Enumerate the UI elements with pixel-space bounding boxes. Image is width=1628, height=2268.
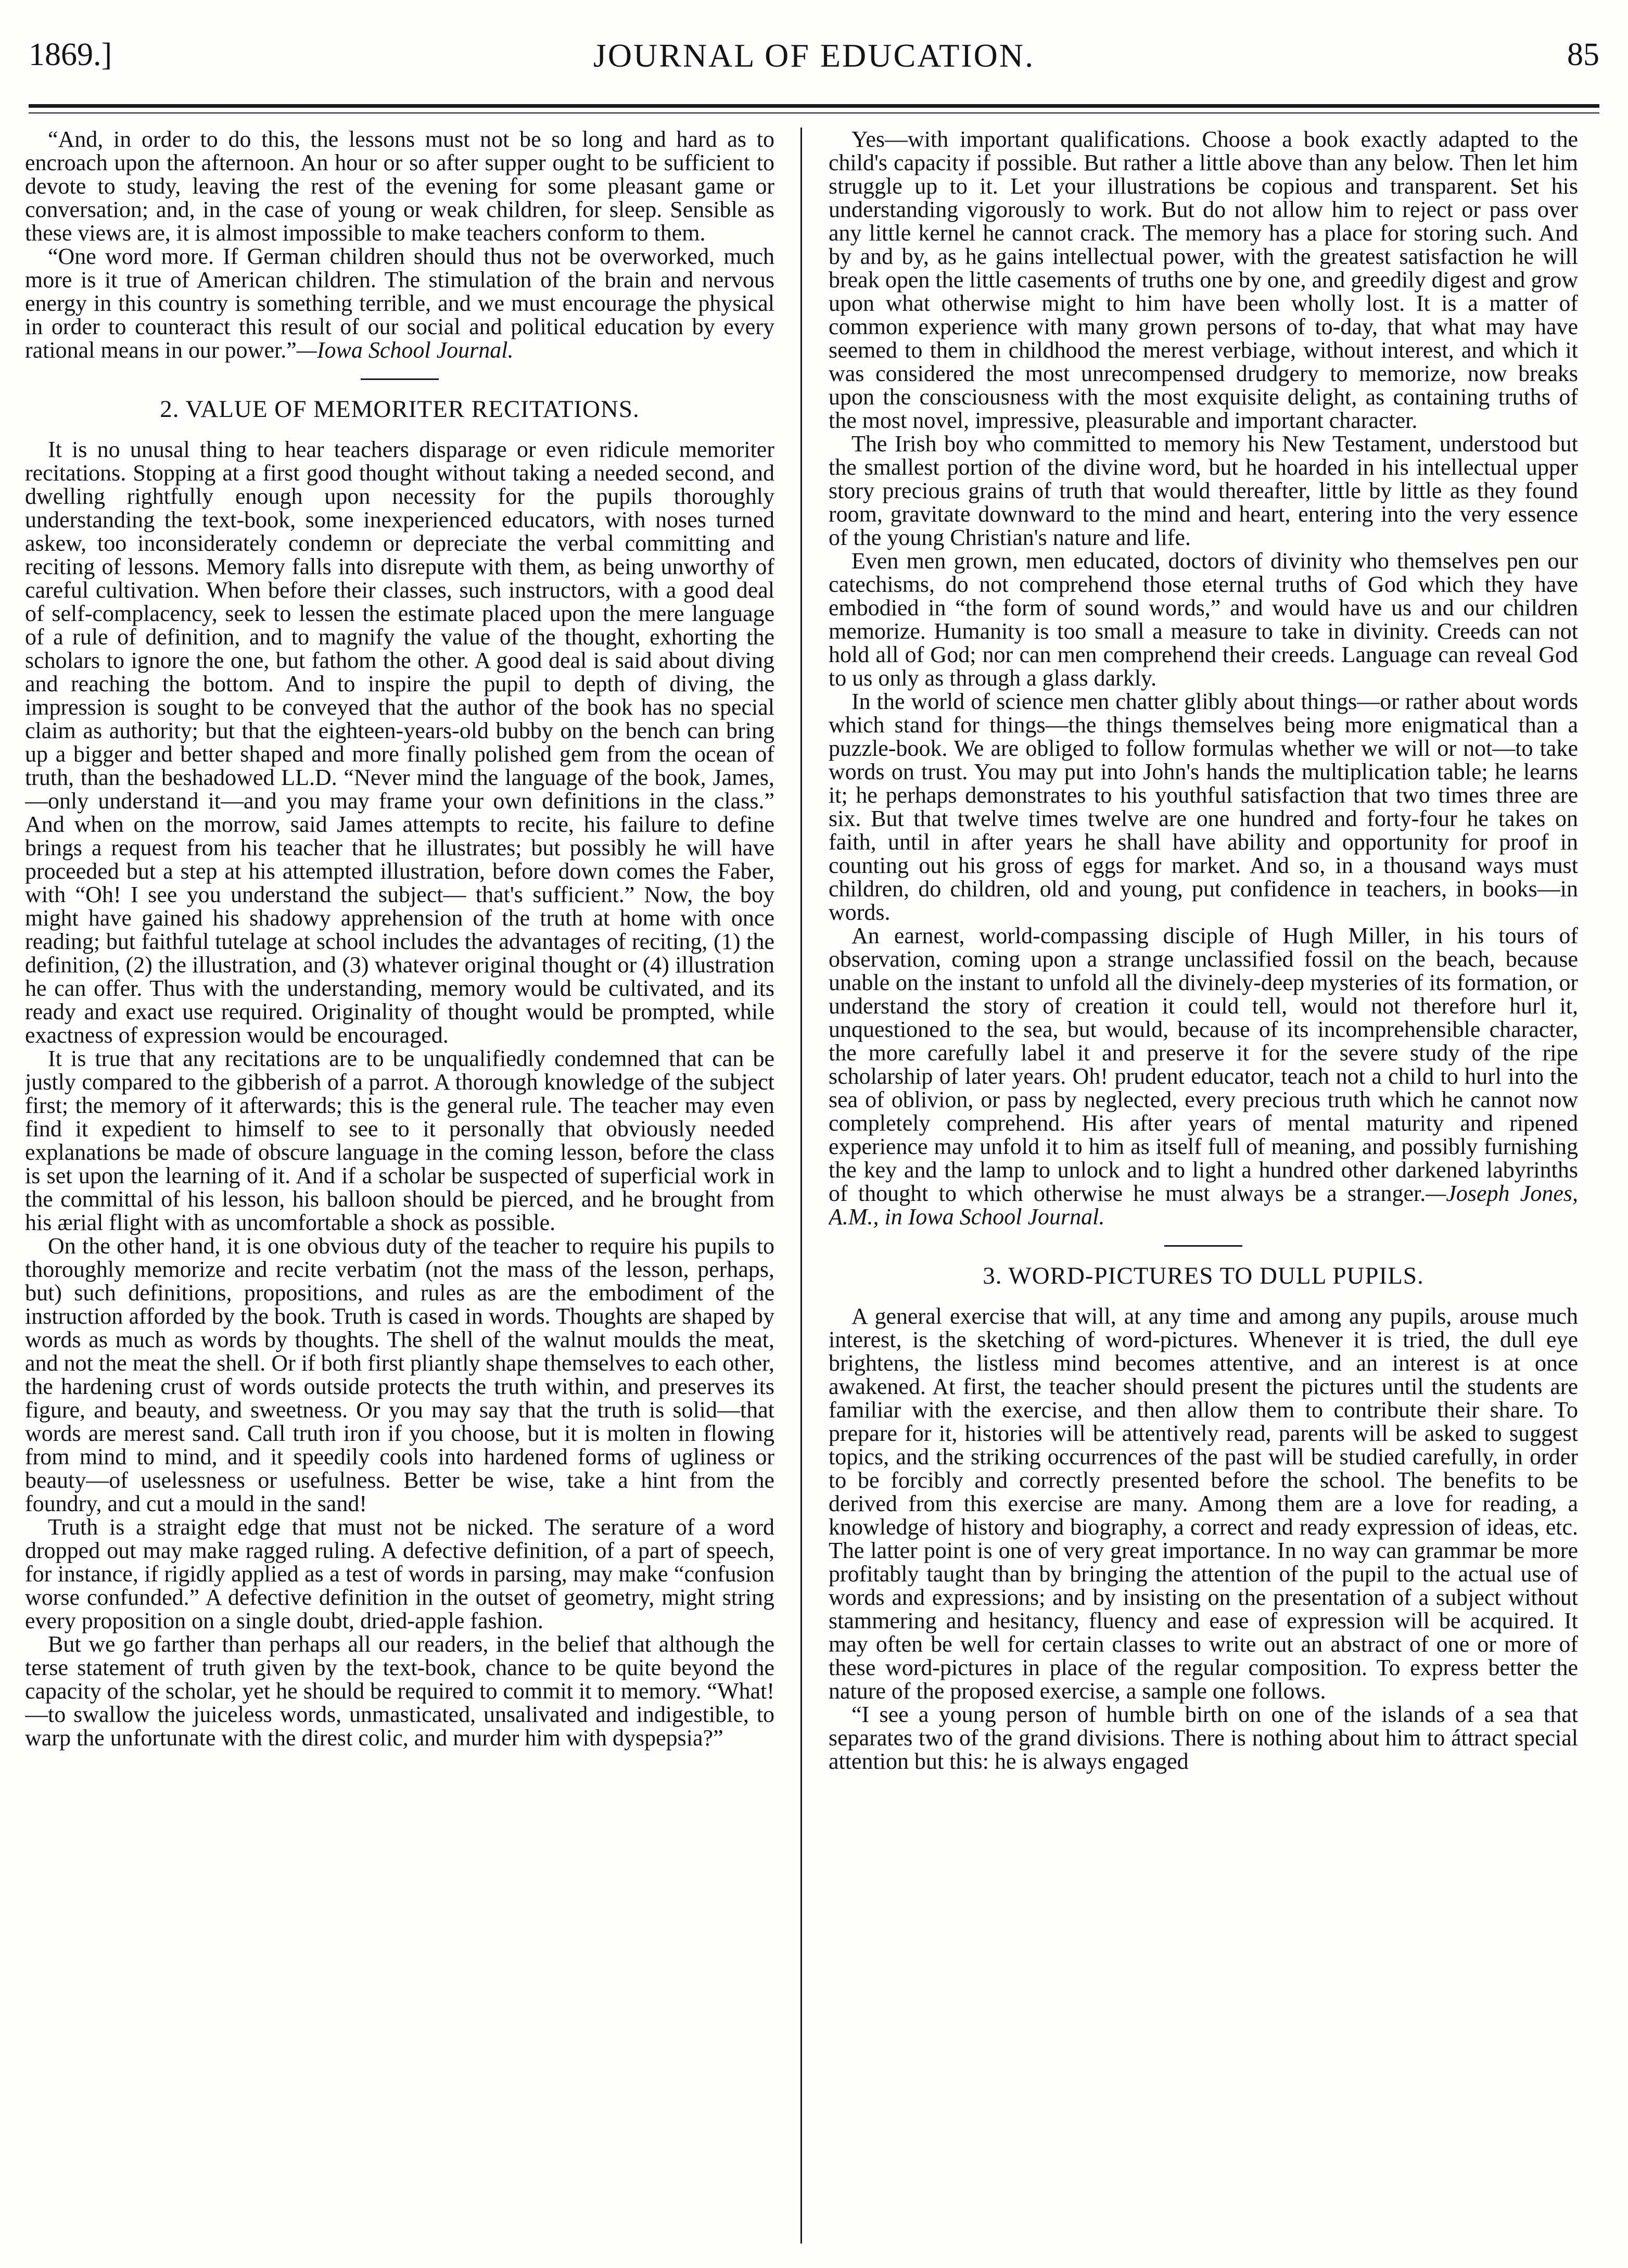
article-paragraph: “And, in order to do this, the lessons must not be so long and hard as to encroach upon the afternoon. An hour or so after supper ought to be sufficient to devote to study, leaving the rest of the evening for some pleasant game or conversation; and, in the case of young or weak children, for sleep. Sensible as these views are, it is almost impossible to make teachers conform to them. (25, 128, 774, 246)
article-paragraph: Yes—with important qualifications. Choose a book exactly adapted to the child's capacity if possible. But rather a little above than any below. Then let him struggle up to it. Let your illustrations be copious and transparent. Set his understanding vigorously to work. But do not allow him to reject or pass over any little kernel he cannot crack. The memory has a place for storing such. And by and by, as he gains intellectual power, with the greatest satisfaction he will break open the little casements of truths one by one, and greedily digest and grow upon what otherwise might to him have been wholly lost. It is a matter of common experience with many grown persons of to-day, that what may have seemed to them in childhood the merest verbiage, without interest, and which it was considered the most unrecompensed drudgery to memorize, now breaks upon the consciousness with the most exquisite delight, as containing truths of the most novel, impressive, pleasurable and important character. (829, 128, 1578, 433)
left-column (25, 128, 774, 2241)
article-paragraph (829, 924, 1578, 1228)
running-head (29, 36, 1599, 94)
article-paragraph: The Irish boy who committed to memory his New Testament, understood but the smallest portion of the divine word, but he hoarded in his intellectual upper story precious grains of truth that would thereafter, little by little as they found room, gravitate downward to the mind and heart, entering into the very essence of the young Christian's nature and life. (829, 431, 1578, 550)
journal-title: JOURNAL OF EDUCATION. (593, 37, 1035, 74)
article-paragraph: Truth is a straight edge that must not be nicked. The serature of a word dropped out may make ragged ruling. A defective definition, of a part of speech, for instance, if rigidly applied as a test of words in parsing, may make “confusion worse confunded.” A defective definition in the outset of geometry, might string every proposition on a single doubt, dried-apple fashion. (25, 1514, 774, 1633)
page-number: 85 (1567, 37, 1599, 72)
article-paragraph-text: “One word more. If German children should thus not be overworked, much more is it true of American children. The stimulation of the brain and nervous energy in this country is something terrible, and we must encourage the physical in order to counteract this result of our social and political education by every rational means in our power.” (25, 244, 774, 363)
source-attribution: —Joseph Jones, A.M., in Iowa School Journal. (829, 1181, 1578, 1230)
section-divider (1164, 1245, 1242, 1247)
header-rule-thick (29, 104, 1599, 108)
article-paragraph: On the other hand, it is one obvious duty of the teacher to require his pupils to thoroughly memorize and recite verbatim (not the mass of the lesson, perhaps, but) such definitions, propositions, and rules as are the embodiment of the instruction afforded by the book. Truth is cased in words. Thoughts are shaped by words as much as words by thoughts. The shell of the walnut moulds the meat, and not the meat the shell. Or if both first pliantly shape themselves to each other, the hardening crust of words outside protects the truth within, and preserves its figure, and beauty, and sweetness. Or you may say that the truth is solid—that words are merest sand. Call truth iron if you choose, but it is molten in flowing from mind to mind, and it speedily cools into hardened forms of ugliness or beauty—of uselessness or usefulness. Better be wise, take a hint from the foundry, and cut a mould in the sand! (25, 1233, 774, 1516)
article-paragraph: It is no unusal thing to hear teachers disparage or even ridicule memoriter recitations. Stopping at a first good thought without taking a needed second, and dwelling rightfully enough upon necessity for the pupils thoroughly understanding the text-book, some inexperienced educators, with noses turned askew, too inconsiderately condemn or depreciate the verbal committing and reciting of lessons. Memory falls into disrepute with them, as being unworthy of careful cultivation. When before their classes, such instructors, with a good deal of self-complacency, seek to lessen the estimate placed upon the mere language of a rule of definition, and to magnify the value of the thought, exhorting the scholars to ignore the one, but fathom the other. A good deal is said about diving and reaching the bottom. And to inspire the pupil to depth of diving, the impression is sought to be conveyed that the author of the book has no special claim as authority; but that the eighteen-years-old bubby on the bench can bring up a bigger and better shaped and more finally polished gem from the ocean of truth, than the beshadowed LL.D. “Never mind the language of the book, James,—only understand it—and you may frame your own definitions in the class.” And when on the morrow, said James attempts to recite, his failure to define brings a request from his teacher that he illustrates; but possibly he will have proceeded but a step at his attempted illustration, before down comes the Faber, with “Oh! I see you understand the subject— that's sufficient.” Now, the boy might have gained his shadowy apprehension of the truth at home with once reading; but faithful tutelage at school includes the advantages of reciting, (1) the definition, (2) the illustration, and (3) whatever original thought or (4) illustration he can offer. Thus with the understanding, memory would be cultivated, and its ready and exact use required. Originality of thought would be prompted, while exactness of expression would be encouraged. (25, 437, 774, 1048)
section-heading: 2. VALUE OF MEMORITER RECITATIONS. (160, 396, 640, 423)
source-attribution: —Iowa School Journal. (296, 337, 514, 363)
section-divider (361, 378, 439, 380)
article-paragraph: A general exercise that will, at any time and among any pupils, arouse much interest, is the sketching of word-pictures. Whenever it is tried, the dull eye brightens, the listless mind becomes attentive, and an interest is at once awakened. At first, the teacher should present the pictures until the students are familiar with the exercise, and then allow them to contribute their share. To prepare for it, histories will be attentively read, parents will be asked to suggest topics, and the striking occurrences of the past will be studied carefully, in order to be forcibly and correctly presented before the school. The benefits to be derived from this exercise are many. Among them are a love for reading, a knowledge of history and biography, a correct and ready expression of ideas, etc. The latter point is one of very great importance. In no way can grammar be more profitably taught than by bringing the attention of the pupil to the actual use of words and expressions; and by insisting on the presentation of a subject without stammering and hesitancy, fluency and ease of expression will be acquired. It may often be well for certain classes to write out an abstract of one or more of these word-pictures in place of the regular composition. To express better the nature of the proposed exercise, a sample one follows. (829, 1303, 1578, 1704)
right-column (829, 128, 1578, 2241)
article-paragraph: “I see a young person of humble birth on one of the islands of a sea that separates two of the grand divisions. There is nothing about him to áttract special attention but this: he is always engaged (829, 1702, 1578, 1774)
header-rule-thin (29, 112, 1599, 113)
article-paragraph (25, 245, 774, 362)
article-paragraph: But we go farther than perhaps all our readers, in the belief that although the terse statement of truth given by the text-book, chance to be quite beyond the capacity of the scholar, yet he should be required to commit it to memory. “What!—to swallow the juiceless words, unmasticated, unsalivated and indigestible, to warp the unfortunate with the direst colic, and murder him with dyspepsia?” (25, 1631, 774, 1751)
article-paragraph-text: An earnest, world-compassing disciple of Hugh Miller, in his tours of observation, coming upon a strange unclassified fossil on the beach, because unable on the instant to unfold all the divinely-deep mysteries of its formation, or understand the story of creation it could tell, would not therefore hurl it, unquestioned to the sea, but would, because of its incomprehensible character, the more carefully label it and preserve it for the severe study of the ripe scholarship of later years. Oh! prudent educator, teach not a child to hurl into the sea of oblivion, or pass by neglected, every precious truth which he cannot now completely comprehend. His after years of mental maturity and ripened experience may unfold it to him as itself full of meaning, and possibly furnishing the key and the lamp to unlock and to light a hundred other darkened labyrinths of thought to which otherwise he must always be a stranger. (829, 923, 1578, 1206)
section-heading: 3. WORD-PICTURES TO DULL PUPILS. (983, 1262, 1424, 1289)
article-paragraph: Even men grown, men educated, doctors of divinity who themselves pen our catechisms, do not comprehend those eternal truths of God which they have embodied in “the form of sound words,” and would have us and our children memorize. Humanity is too small a measure to take in divinity. Creeds can not hold all of God; nor can men comprehend their creeds. Language can reveal God to us only as through a glass darkly. (829, 548, 1578, 691)
header-year: 1869.] (29, 37, 112, 72)
column-divider (800, 128, 802, 2244)
article-paragraph: It is true that any recitations are to be unqualifiedly condemned that can be justly compared to the gibberish of a parrot. A thorough knowledge of the subject first; the memory of it afterwards; this is the general rule. The teacher may even find it expedient to himself to see to it personally that obviously needed explanations be made of obscure language in the coming lesson, before the class is set upon the learning of it. And if a scholar be suspected of superficial work in the committal of his lesson, his balloon should be pierced, and he brought from his ærial flight with as uncomfortable a shock as possible. (25, 1046, 774, 1235)
article-paragraph: In the world of science men chatter glibly about things—or rather about words which stand for things—the things themselves being more enigmatical than a puzzle-book. We are obliged to follow formulas whether we will or not—to take words on trust. You may put into John's hands the multiplication table; he learns it; he perhaps demonstrates to his youthful satisfaction that two times three are six. But that twelve times twelve are one hundred and forty-four he takes on faith, until in after years he shall have ability and opportunity for proof in counting out his gross of eggs for market. And so, in a thousand ways must children, do children, old and young, put confidence in teachers, in books—in words. (829, 689, 1578, 925)
